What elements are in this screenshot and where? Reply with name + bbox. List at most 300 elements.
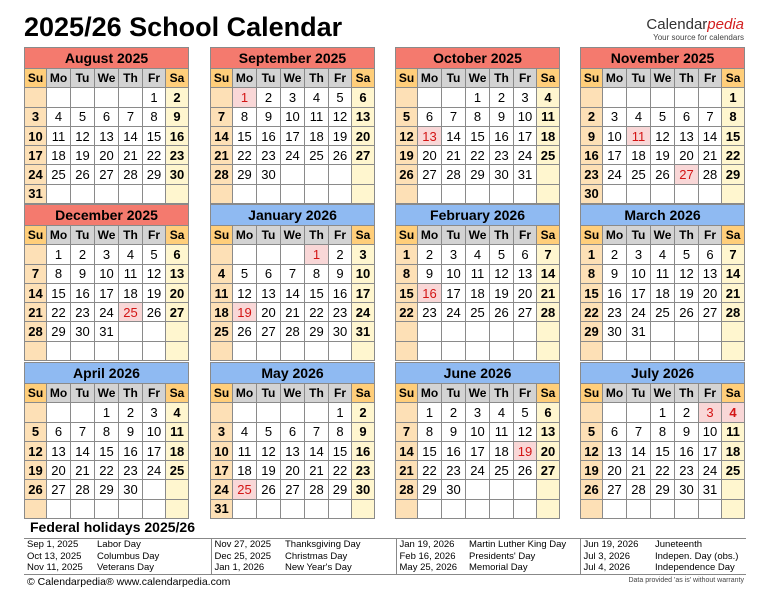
footer-copyright[interactable]: © Calendarpedia® www.calendarpedia.com xyxy=(27,576,231,588)
empty-day-cell xyxy=(25,499,47,518)
weekday-label: Tu xyxy=(257,69,281,88)
week-row xyxy=(396,88,560,107)
month-title: June 2026 xyxy=(396,363,560,384)
weekday-label: Mo xyxy=(233,226,257,245)
holiday-name: Independence Day xyxy=(655,562,735,573)
day-cell: 21 xyxy=(211,146,233,165)
empty-day-cell xyxy=(329,165,352,184)
empty-day-cell xyxy=(166,480,189,499)
day-cell: 26 xyxy=(651,165,675,184)
weekday-label: Tu xyxy=(71,384,95,403)
day-cell: 15 xyxy=(722,126,745,145)
day-cell: 16 xyxy=(329,283,352,302)
day-cell: 26 xyxy=(675,303,699,322)
day-cell: 6 xyxy=(47,422,71,441)
day-cell: 26 xyxy=(25,480,47,499)
day-cell: 19 xyxy=(490,283,514,302)
empty-day-cell xyxy=(257,245,281,264)
day-cell: 6 xyxy=(675,107,699,126)
day-cell: 11 xyxy=(166,422,189,441)
day-cell: 22 xyxy=(305,303,329,322)
day-cell: 9 xyxy=(675,422,699,441)
month-calendar xyxy=(210,362,375,519)
day-cell: 10 xyxy=(603,126,627,145)
holiday-date: Sep 1, 2025 xyxy=(27,539,79,550)
empty-day-cell xyxy=(699,184,722,203)
day-cell: 17 xyxy=(699,441,722,460)
footer-disclaimer: Data provided 'as is' without warranty xyxy=(628,577,744,584)
week-row xyxy=(396,107,560,126)
weekday-label: Sa xyxy=(352,384,375,403)
day-cell: 11 xyxy=(119,264,143,283)
month-calendar xyxy=(24,204,189,361)
day-cell: 5 xyxy=(233,264,257,283)
empty-day-cell xyxy=(352,165,375,184)
day-cell: 2 xyxy=(490,88,514,107)
weekday-label: Mo xyxy=(418,69,442,88)
empty-day-cell xyxy=(699,499,722,518)
day-cell: 24 xyxy=(281,146,305,165)
day-cell: 18 xyxy=(166,441,189,460)
day-cell: 30 xyxy=(71,322,95,341)
weekday-label: Mo xyxy=(603,69,627,88)
weekday-label: Su xyxy=(211,226,233,245)
week-row xyxy=(25,245,189,264)
day-cell: 13 xyxy=(699,264,722,283)
day-cell: 6 xyxy=(95,107,119,126)
empty-day-cell xyxy=(603,499,627,518)
empty-day-cell xyxy=(581,88,603,107)
day-cell: 9 xyxy=(442,422,466,441)
day-cell: 11 xyxy=(490,422,514,441)
empty-day-cell xyxy=(418,88,442,107)
day-cell: 25 xyxy=(627,165,651,184)
holiday-row xyxy=(24,539,746,551)
empty-day-cell xyxy=(329,499,352,518)
day-cell: 14 xyxy=(305,441,329,460)
day-cell: 19 xyxy=(514,441,537,460)
page-title: 2025/26 School Calendar xyxy=(24,12,343,42)
day-cell: 23 xyxy=(119,461,143,480)
day-cell: 30 xyxy=(166,165,189,184)
day-cell: 13 xyxy=(95,126,119,145)
empty-day-cell xyxy=(166,184,189,203)
day-cell: 29 xyxy=(329,480,352,499)
day-cell: 1 xyxy=(722,88,745,107)
day-cell: 17 xyxy=(211,461,233,480)
empty-day-cell xyxy=(305,403,329,422)
empty-day-cell xyxy=(699,341,722,360)
week-row xyxy=(396,184,560,203)
empty-day-cell xyxy=(675,184,699,203)
empty-day-cell xyxy=(722,322,745,341)
day-cell: 6 xyxy=(418,107,442,126)
weekday-label: We xyxy=(281,69,305,88)
empty-day-cell xyxy=(466,499,490,518)
day-cell: 24 xyxy=(442,303,466,322)
day-cell: 12 xyxy=(651,126,675,145)
day-cell: 3 xyxy=(442,245,466,264)
day-cell: 22 xyxy=(143,146,166,165)
day-cell: 28 xyxy=(537,303,560,322)
empty-day-cell xyxy=(396,322,418,341)
empty-day-cell xyxy=(71,88,95,107)
empty-day-cell xyxy=(490,184,514,203)
day-cell: 20 xyxy=(514,283,537,302)
day-cell: 13 xyxy=(675,126,699,145)
day-cell: 7 xyxy=(699,107,722,126)
weekday-label: Th xyxy=(675,226,699,245)
day-cell: 19 xyxy=(396,146,418,165)
day-cell: 17 xyxy=(352,283,375,302)
week-row xyxy=(211,264,375,283)
day-cell: 16 xyxy=(603,283,627,302)
week-row xyxy=(25,403,189,422)
day-cell: 6 xyxy=(603,422,627,441)
day-cell: 24 xyxy=(514,146,537,165)
day-cell: 10 xyxy=(514,107,537,126)
empty-day-cell xyxy=(514,184,537,203)
day-cell: 12 xyxy=(514,422,537,441)
day-cell: 1 xyxy=(651,403,675,422)
day-cell: 5 xyxy=(514,403,537,422)
day-cell: 6 xyxy=(257,264,281,283)
empty-day-cell xyxy=(119,322,143,341)
day-cell: 13 xyxy=(47,441,71,460)
day-cell: 2 xyxy=(442,403,466,422)
day-cell: 23 xyxy=(352,461,375,480)
day-cell: 31 xyxy=(699,480,722,499)
empty-day-cell xyxy=(211,88,233,107)
week-row xyxy=(25,322,189,341)
day-cell: 29 xyxy=(581,322,603,341)
week-row xyxy=(211,88,375,107)
day-cell: 14 xyxy=(699,126,722,145)
empty-day-cell xyxy=(603,184,627,203)
day-cell: 11 xyxy=(651,264,675,283)
day-cell: 5 xyxy=(490,245,514,264)
day-cell: 28 xyxy=(281,322,305,341)
weekday-label: Su xyxy=(396,226,418,245)
weekday-label: Fr xyxy=(699,226,722,245)
day-cell: 10 xyxy=(95,264,119,283)
day-cell: 12 xyxy=(25,441,47,460)
holiday-date: Feb 16, 2026 xyxy=(396,551,466,563)
weekday-label: Su xyxy=(25,226,47,245)
holiday-name: Presidents' Day xyxy=(469,550,536,562)
week-row xyxy=(396,264,560,283)
weekday-label: Mo xyxy=(47,384,71,403)
day-cell: 28 xyxy=(305,480,329,499)
day-cell: 28 xyxy=(396,480,418,499)
day-cell: 20 xyxy=(281,461,305,480)
week-row xyxy=(581,341,745,360)
empty-day-cell xyxy=(722,184,745,203)
empty-day-cell xyxy=(603,403,627,422)
month-calendar xyxy=(395,47,560,204)
month-calendar xyxy=(24,362,189,519)
day-cell: 24 xyxy=(466,461,490,480)
day-cell: 16 xyxy=(675,441,699,460)
empty-day-cell xyxy=(166,341,189,360)
day-cell: 7 xyxy=(537,245,560,264)
day-cell: 19 xyxy=(651,146,675,165)
day-cell: 21 xyxy=(25,303,47,322)
month-calendar xyxy=(24,47,189,204)
day-cell: 25 xyxy=(233,480,257,499)
day-cell: 19 xyxy=(143,283,166,302)
week-row xyxy=(581,480,745,499)
weekday-label: Sa xyxy=(352,69,375,88)
day-cell: 10 xyxy=(442,264,466,283)
weekday-label: Tu xyxy=(257,226,281,245)
month-title: December 2025 xyxy=(25,205,189,226)
day-cell: 28 xyxy=(627,480,651,499)
weekday-label: Mo xyxy=(47,226,71,245)
day-cell: 1 xyxy=(329,403,352,422)
day-cell: 25 xyxy=(651,303,675,322)
day-cell: 13 xyxy=(514,264,537,283)
week-row xyxy=(25,480,189,499)
month-calendar xyxy=(580,204,745,361)
day-cell: 20 xyxy=(166,283,189,302)
empty-day-cell xyxy=(25,341,47,360)
day-cell: 26 xyxy=(257,480,281,499)
week-row xyxy=(581,422,745,441)
empty-day-cell xyxy=(166,322,189,341)
empty-day-cell xyxy=(25,245,47,264)
day-cell: 25 xyxy=(211,322,233,341)
day-cell: 8 xyxy=(651,422,675,441)
day-cell: 15 xyxy=(143,126,166,145)
day-cell: 16 xyxy=(71,283,95,302)
weekday-label: Mo xyxy=(233,384,257,403)
day-cell: 5 xyxy=(396,107,418,126)
day-cell: 27 xyxy=(95,165,119,184)
empty-day-cell xyxy=(143,341,166,360)
day-cell: 27 xyxy=(514,303,537,322)
day-cell: 24 xyxy=(603,165,627,184)
month-title: May 2026 xyxy=(211,363,375,384)
day-cell: 3 xyxy=(95,245,119,264)
weekday-label: Mo xyxy=(418,384,442,403)
empty-day-cell xyxy=(442,322,466,341)
week-row xyxy=(396,341,560,360)
day-cell: 12 xyxy=(581,441,603,460)
day-cell: 22 xyxy=(418,461,442,480)
day-cell: 9 xyxy=(581,126,603,145)
day-cell: 30 xyxy=(329,322,352,341)
holiday-date: Jul 3, 2026 xyxy=(580,551,652,563)
day-cell: 11 xyxy=(211,283,233,302)
week-row xyxy=(211,283,375,302)
day-cell: 29 xyxy=(651,480,675,499)
day-cell: 18 xyxy=(651,283,675,302)
day-cell: 26 xyxy=(329,146,352,165)
empty-day-cell xyxy=(143,322,166,341)
empty-day-cell xyxy=(47,88,71,107)
holiday-date: Jul 4, 2026 xyxy=(580,562,652,574)
week-row xyxy=(581,165,745,184)
day-cell: 6 xyxy=(166,245,189,264)
week-row xyxy=(211,165,375,184)
month-title: July 2026 xyxy=(581,363,745,384)
day-cell: 26 xyxy=(396,165,418,184)
week-row xyxy=(211,499,375,518)
holiday-date: May 25, 2026 xyxy=(396,562,466,574)
day-cell: 9 xyxy=(490,107,514,126)
day-cell: 1 xyxy=(581,245,603,264)
holiday-date: Jun 19, 2026 xyxy=(580,539,652,551)
week-row xyxy=(581,403,745,422)
day-cell: 5 xyxy=(651,107,675,126)
day-cell: 19 xyxy=(581,461,603,480)
day-cell: 12 xyxy=(257,441,281,460)
day-cell: 14 xyxy=(211,126,233,145)
week-row xyxy=(25,461,189,480)
empty-day-cell xyxy=(418,499,442,518)
empty-day-cell xyxy=(537,499,560,518)
day-cell: 19 xyxy=(329,126,352,145)
federal-holidays-title: Federal holidays 2025/26 xyxy=(30,519,195,535)
empty-day-cell xyxy=(119,184,143,203)
weekday-label: We xyxy=(281,226,305,245)
week-row xyxy=(211,341,375,360)
day-cell: 23 xyxy=(71,303,95,322)
day-cell: 13 xyxy=(281,441,305,460)
week-row xyxy=(396,422,560,441)
day-cell: 15 xyxy=(396,283,418,302)
day-cell: 25 xyxy=(466,303,490,322)
week-row xyxy=(581,322,745,341)
day-cell: 8 xyxy=(143,107,166,126)
week-row xyxy=(211,461,375,480)
day-cell: 2 xyxy=(675,403,699,422)
empty-day-cell xyxy=(603,88,627,107)
weekday-label: Sa xyxy=(166,69,189,88)
empty-day-cell xyxy=(305,499,329,518)
day-cell: 8 xyxy=(233,107,257,126)
week-row xyxy=(211,441,375,460)
week-row xyxy=(396,461,560,480)
empty-day-cell xyxy=(466,322,490,341)
weekday-label: Tu xyxy=(627,384,651,403)
day-cell: 9 xyxy=(418,264,442,283)
brand-logo[interactable] xyxy=(646,17,744,42)
day-cell: 7 xyxy=(211,107,233,126)
week-row xyxy=(25,441,189,460)
day-cell: 29 xyxy=(305,322,329,341)
month-title: November 2025 xyxy=(581,48,745,69)
empty-day-cell xyxy=(143,499,166,518)
day-cell: 24 xyxy=(143,461,166,480)
day-cell: 8 xyxy=(722,107,745,126)
day-cell: 8 xyxy=(466,107,490,126)
week-row xyxy=(25,499,189,518)
weekday-label: Fr xyxy=(143,69,166,88)
week-row xyxy=(211,403,375,422)
empty-day-cell xyxy=(143,184,166,203)
day-cell: 8 xyxy=(47,264,71,283)
day-cell: 3 xyxy=(466,403,490,422)
day-cell: 4 xyxy=(119,245,143,264)
empty-day-cell xyxy=(47,499,71,518)
day-cell: 30 xyxy=(603,322,627,341)
day-cell: 16 xyxy=(442,441,466,460)
week-row xyxy=(396,126,560,145)
day-cell: 4 xyxy=(537,88,560,107)
weekday-label: Th xyxy=(305,226,329,245)
brand-tagline: Your source for calendars xyxy=(653,33,744,42)
weekday-label: Fr xyxy=(329,226,352,245)
day-cell: 20 xyxy=(537,441,560,460)
day-cell: 26 xyxy=(143,303,166,322)
empty-day-cell xyxy=(418,184,442,203)
day-cell: 17 xyxy=(514,126,537,145)
day-cell: 22 xyxy=(233,146,257,165)
day-cell: 24 xyxy=(352,303,375,322)
day-cell: 13 xyxy=(418,126,442,145)
weekday-label: Sa xyxy=(166,384,189,403)
empty-day-cell xyxy=(722,341,745,360)
day-cell: 10 xyxy=(281,107,305,126)
empty-day-cell xyxy=(47,341,71,360)
day-cell: 16 xyxy=(490,126,514,145)
day-cell: 9 xyxy=(257,107,281,126)
day-cell: 23 xyxy=(329,303,352,322)
day-cell: 27 xyxy=(166,303,189,322)
day-cell: 3 xyxy=(514,88,537,107)
day-cell: 27 xyxy=(47,480,71,499)
week-row xyxy=(211,303,375,322)
day-cell: 18 xyxy=(537,126,560,145)
empty-day-cell xyxy=(71,341,95,360)
day-cell: 4 xyxy=(466,245,490,264)
day-cell: 30 xyxy=(352,480,375,499)
day-cell: 12 xyxy=(143,264,166,283)
weekday-label: Tu xyxy=(442,226,466,245)
day-cell: 11 xyxy=(233,441,257,460)
weekday-label: We xyxy=(466,384,490,403)
weekday-label: Th xyxy=(119,69,143,88)
empty-day-cell xyxy=(281,245,305,264)
day-cell: 3 xyxy=(603,107,627,126)
day-cell: 8 xyxy=(418,422,442,441)
day-cell: 24 xyxy=(95,303,119,322)
empty-day-cell xyxy=(722,480,745,499)
day-cell: 2 xyxy=(581,107,603,126)
day-cell: 7 xyxy=(396,422,418,441)
day-cell: 24 xyxy=(627,303,651,322)
day-cell: 31 xyxy=(25,184,47,203)
holiday-date: Nov 27, 2025 xyxy=(211,539,282,551)
day-cell: 4 xyxy=(722,403,745,422)
day-cell: 22 xyxy=(466,146,490,165)
day-cell: 19 xyxy=(71,146,95,165)
weekday-label: Fr xyxy=(329,69,352,88)
day-cell: 5 xyxy=(581,422,603,441)
weekday-label: We xyxy=(95,384,119,403)
day-cell: 12 xyxy=(396,126,418,145)
weekday-label: Fr xyxy=(143,226,166,245)
day-cell: 27 xyxy=(699,303,722,322)
day-cell: 28 xyxy=(442,165,466,184)
day-cell: 31 xyxy=(352,322,375,341)
day-cell: 21 xyxy=(722,283,745,302)
day-cell: 28 xyxy=(699,165,722,184)
empty-day-cell xyxy=(396,341,418,360)
month-title: April 2026 xyxy=(25,363,189,384)
